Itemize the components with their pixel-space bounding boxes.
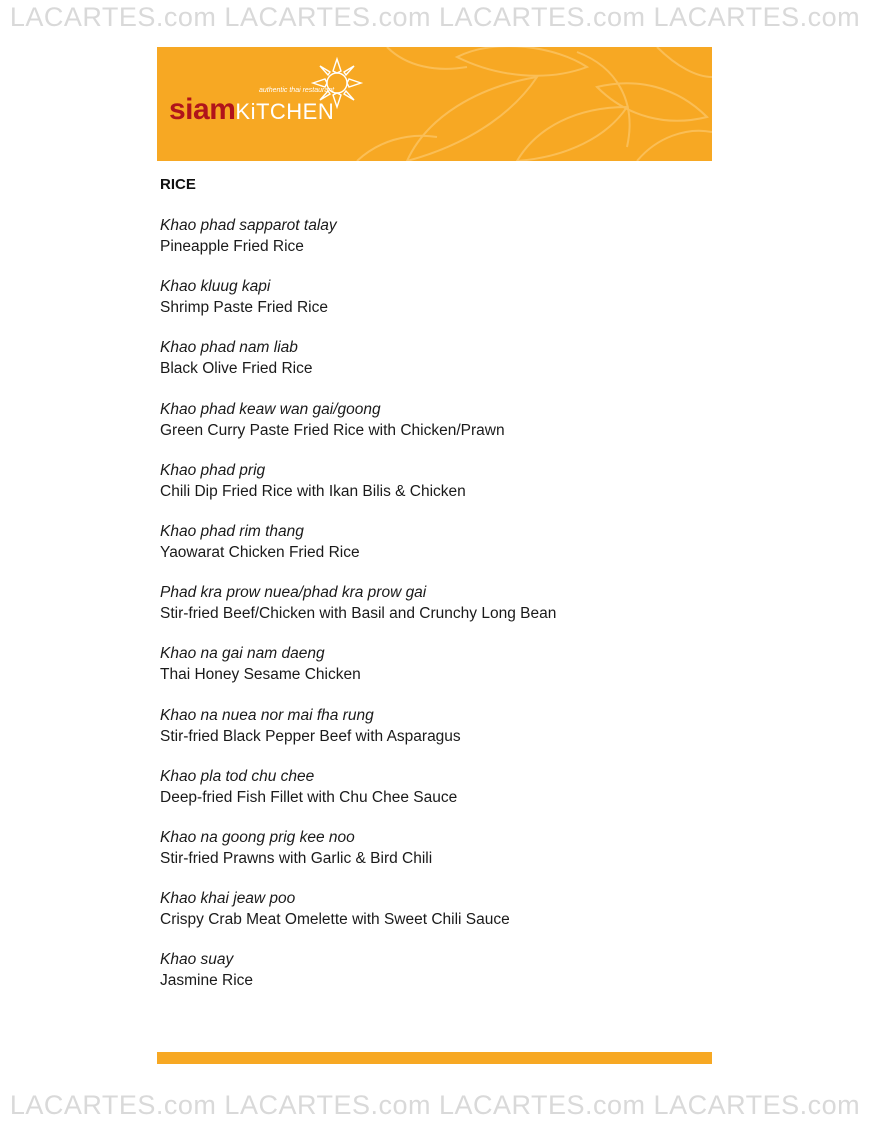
logo-tagline: authentic thai restaurant xyxy=(259,87,335,94)
menu-item xyxy=(160,643,556,704)
thai-name: Khao khai jeaw poo xyxy=(160,890,296,908)
section-title: RICE xyxy=(160,176,196,193)
menu-item xyxy=(160,215,556,276)
menu-list xyxy=(160,215,556,1010)
menu-item xyxy=(160,582,556,643)
english-name: Jasmine Rice xyxy=(160,972,254,990)
thai-name: Khao phad prig xyxy=(160,461,266,479)
thai-name: Khao suay xyxy=(160,951,234,969)
thai-name: Khao na goong prig kee noo xyxy=(160,828,355,846)
header-banner xyxy=(157,47,712,161)
thai-name: Khao phad sapparot talay xyxy=(160,217,337,234)
menu-item xyxy=(160,276,556,337)
menu-item xyxy=(160,949,556,1010)
english-name: Shrimp Paste Fried Rice xyxy=(160,299,328,317)
menu-item xyxy=(160,460,556,521)
thai-name: Khao pla tod chu chee xyxy=(160,767,315,785)
english-name: Green Curry Paste Fried Rice with Chicken/Prawn xyxy=(160,421,505,439)
thai-name: Khao kluug kapi xyxy=(160,278,271,296)
english-name: Black Olive Fried Rice xyxy=(160,360,313,378)
watermark-bottom: LACARTES.com LACARTES.com LACARTES.com LACARTES.com xyxy=(9,1090,861,1120)
thai-name: Khao phad rim thang xyxy=(160,522,304,540)
watermark-top: LACARTES.com LACARTES.com LACARTES.com LACARTES.com xyxy=(9,2,861,32)
english-name: Thai Honey Sesame Chicken xyxy=(160,666,361,684)
footer-bar xyxy=(157,1052,712,1064)
thai-name: Khao na gai nam daeng xyxy=(160,645,325,663)
english-name: Stir-fried Prawns with Garlic & Bird Chili xyxy=(160,849,433,867)
menu-item xyxy=(160,521,556,582)
english-name: Yaowarat Chicken Fried Rice xyxy=(160,543,360,561)
english-name: Deep-fried Fish Fillet with Chu Chee Sauce xyxy=(160,788,458,806)
thai-name: Phad kra prow nuea/phad kra prow gai xyxy=(160,584,427,602)
menu-item xyxy=(160,888,556,949)
menu-item xyxy=(160,337,556,398)
logo-wordmark xyxy=(169,93,334,127)
logo-kitchen: KiTCHEN xyxy=(235,99,335,124)
english-name: Chili Dip Fried Rice with Ikan Bilis & Chicken xyxy=(160,482,466,500)
english-name: Pineapple Fried Rice xyxy=(160,238,304,255)
english-name: Stir-fried Black Pepper Beef with Asparagus xyxy=(160,727,461,745)
menu-item xyxy=(160,399,556,460)
logo-siam: siam xyxy=(169,93,236,126)
thai-name: Khao phad keaw wan gai/goong xyxy=(160,400,381,418)
english-name: Stir-fried Beef/Chicken with Basil and Crunchy Long Bean xyxy=(160,605,557,623)
menu-item xyxy=(160,827,556,888)
english-name: Crispy Crab Meat Omelette with Sweet Chili Sauce xyxy=(160,911,510,929)
menu-item xyxy=(160,766,556,827)
thai-name: Khao na nuea nor mai fha rung xyxy=(160,706,374,724)
thai-name: Khao phad nam liab xyxy=(160,339,298,357)
menu-item xyxy=(160,705,556,766)
